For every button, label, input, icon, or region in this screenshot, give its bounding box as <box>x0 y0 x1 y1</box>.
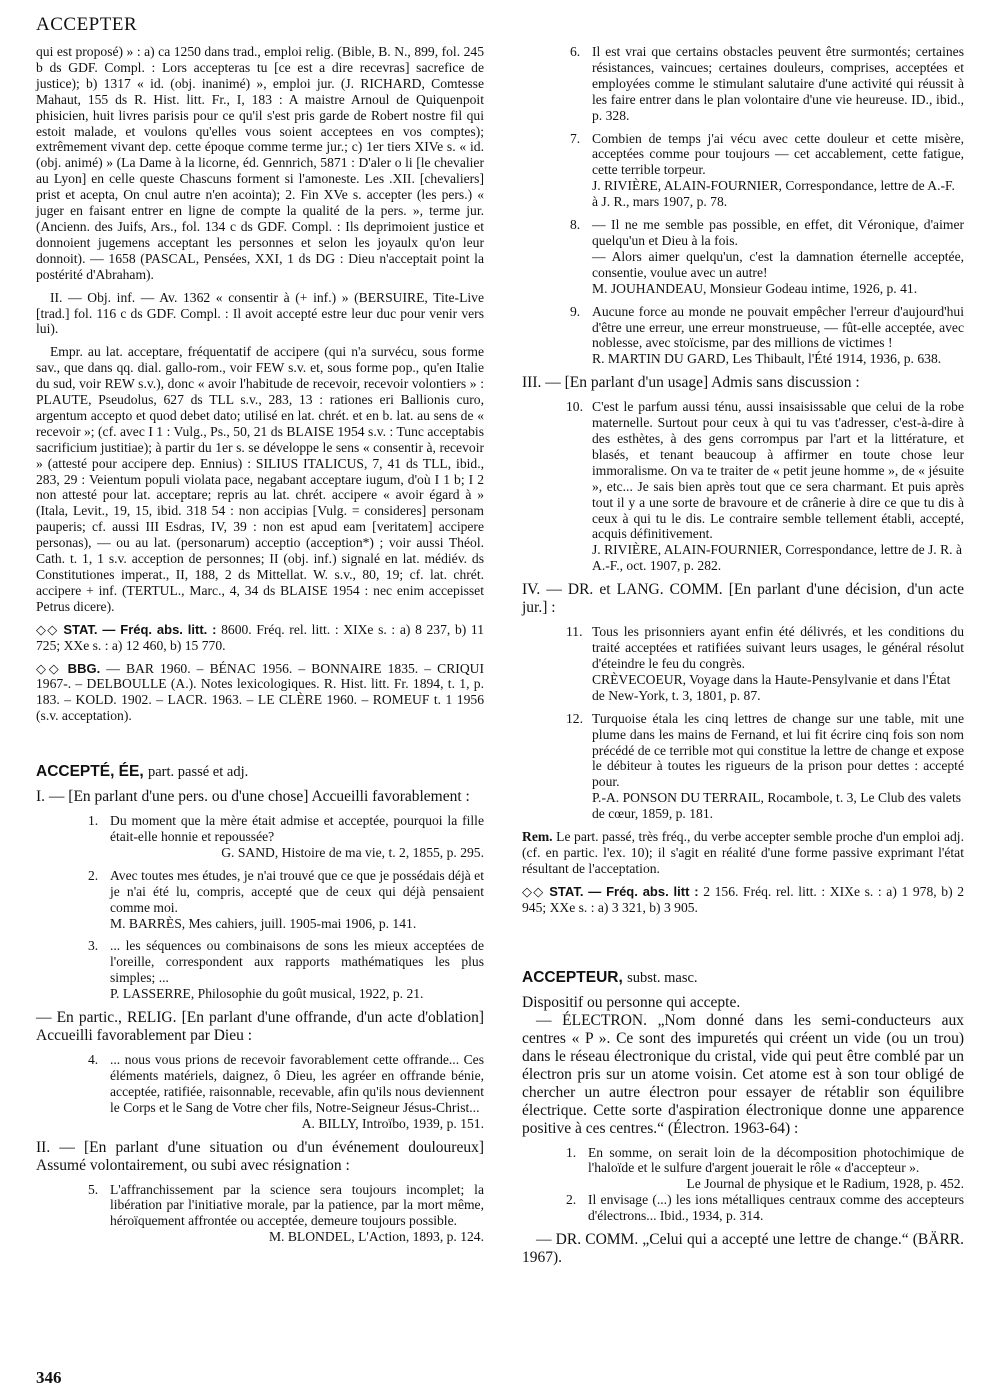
running-head: ACCEPTER <box>36 14 138 35</box>
example-text: Turquoise étala les cinq lettres de change sur une table, mit une plume dans les mains de Fernand, et lui fit écrire cinq fois son nom précédé de ce terrible mot qui constitue la lettre de change et expose le débiteur à toutes les rigueurs de la prison pour dettes : accepté pour. <box>592 710 964 790</box>
example-2 <box>88 868 484 932</box>
page-number: 346 <box>36 1368 62 1387</box>
headword-grammar: part. passé et adj. <box>147 764 249 781</box>
definition: Dispositif ou personne qui accepte. <box>522 993 741 1011</box>
example-7 <box>570 131 964 211</box>
example-text: C'est le parfum aussi ténu, aussi insaisissable que celui de la robe maternelle. Surtout pour ceux à qui tu vas t'adresser, c'est-à-dire à des esthètes, à des gens corrompus par l'art et la littérature, et blasés, et tenant beaucoup à affirmer en toute chose leur immoralisme. On va te traiter de « petit jeune homme », de « jésuite », etc... Je sais bien après tout que ce sera charmant. Et puis après tout il y a une sorte de bravoure et de crânerie à dire ce que tu dis à ceux à qui tu le dis. Le contraire semble tellement établi, accepté, acquis définitivement. <box>592 399 964 542</box>
example-1 <box>88 813 484 861</box>
example-source: R. MARTIN DU GARD, Les Thibault, l'Été 1914, 1936, p. 638. <box>592 351 942 367</box>
example-text: Avec toutes mes études, je n'ai trouvé que ce que je possédais déjà et je n'ai été lu, compris, accepté que de ceux qui déjà pensaient comme moi. <box>110 867 484 915</box>
example-source: A. BILLY, Introïbo, 1939, p. 151. <box>301 1115 484 1131</box>
example-a2 <box>566 1192 964 1224</box>
example-text: Combien de temps j'ai vécu avec cette douleur et cette misère, acceptées comme pour toujours — cet accablement, cette fatigue, cette terrible torpeur. <box>592 130 964 178</box>
entry-headword <box>36 764 484 781</box>
example-text: Du moment que la mère était admise et acceptée, pourquoi la fille était-elle honnie et repoussée? <box>110 813 484 844</box>
example-text: Tous les prisonniers ayant enfin été délivrés, et les conditions du traité acceptées et ratifiées suivant leurs usages, le général résolut d'éteindre le feu du congrès. <box>592 624 964 671</box>
example-4 <box>88 1052 484 1132</box>
example-source: P. LASSERRE, Philosophie du goût musical, 1922, p. 21. <box>110 986 424 1002</box>
example-number: 7. <box>570 130 581 146</box>
sense-electron: — ÉLECTRON. „Nom donné dans les semi-conducteurs aux centres « P ». Ce sont des impuretés qui créent un vide (ou un trou) dans le réseau électronique du cristal, vide qui peut être comblé par un électron pris sur un atome voisin. Cet atome est à son tour obligé de chercher un autre électron pour essayer de rétablir son équilibre électrique. Cette sorte d'aspiration électronique donne une apparence positive à ces centres.“ (Électron. 1963-64) : <box>522 1011 964 1137</box>
example-12 <box>566 711 964 822</box>
example-source: CRÈVECOEUR, Voyage dans la Haute-Pensylvanie et dans l'État de New-York, t. 3, 1801, p. 87. <box>592 671 951 703</box>
sense-4: IV. — DR. et LANG. COMM. [En parlant d'une décision, d'un acte jur.] : <box>522 581 964 617</box>
etymology-paragraph-3: Empr. au lat. acceptare, fréquentatif de accipere (qui n'a survécu, sous forme sav., que dans qq. dial. gallo-rom., voir FEW s.v. et, sous forme pop., qu'en Italie du sud, voir REW s.v.), donc « avoir l'habitude de recevoir, recevoir volontiers » : PLAUTE, Pseudolus, 627 ds TLL s.v., 283, 13 : rationes eri Ballionis curo, argentum accepto et quod debet dato; utilisé en lat. chrét. et en b. lat. au sens de « recevoir »; (cf. avec I 1 : Vulg., Ps., 50, 21 ds BLAISE 1954 s.v. : Tunc acceptabis sacrificium justitiae); à partir du 1er s. se développe le sens « consentir à, recevoir » (attesté pour accipere dep. Ennius) : SILIUS ITALICUS, 7, 41 ds TLL, ibid., 283, 29 : Veientum populi violata pace, negabant acceptare iugum, d'où I 1 b; I 2 non attesté pour lat. acceptare; repris au lat. chrét. accipere « avoir égard à » (Itala, Levit., 19, 15, ibid. 318 54 : non accipias [Vulg. = consideres] personam pauperis; cf. aussi III Esdras, IV, 39 : non est apud eam [veritatem] accipere personas), — ou au lat. (personarum) acceptio (acception*) ; voir aussi Théol. Cath. t. 1, 1 s.v. acception de personnes; II (obj. inf.) signalé en lat. médiév. ds Constitutiones imperat., II, 188, 2 ds Mittellat. W. s.v., 80, 19; cf. lat. chrét. accipere + inf. (TERTUL., Marc., 4, 34 ds BLAISE 1954 : nec enim accepisset Petrus dicere). <box>36 344 484 614</box>
etymology-paragraph-2: II. — Obj. inf. — Av. 1362 « consentir à (+ inf.) » (BERSUIRE, Tite-Live [trad.] fol. 116 c ds GDF. Compl. : Il avoit accepté estre leur duc pour venir vers lui). <box>36 289 484 337</box>
example-number: 3. <box>88 938 99 954</box>
left-column <box>36 44 484 1245</box>
stat-label: ◇◇ STAT. — Fréq. abs. litt. : <box>36 621 217 637</box>
example-source: G. SAND, Histoire de ma vie, t. 2, 1855, p. 295. <box>221 844 484 860</box>
entry-headword-accepteur <box>522 970 964 987</box>
example-source: P.-A. PONSON DU TERRAIL, Rocambole, t. 3, Le Club des valets de cœur, 1859, p. 181. <box>592 790 962 822</box>
example-source: M. JOUHANDEAU, Monsieur Godeau intime, 1926, p. 41. <box>592 280 918 296</box>
headword-grammar: subst. masc. <box>627 969 698 986</box>
example-10 <box>566 399 964 574</box>
etymology-paragraph-1: qui est proposé) » : a) ca 1250 dans trad., emploi relig. (Bible, B. N., 899, fol. 245 b ds GDF. Compl. : Lors accepteras tu [ce est a dire recevras] sacrefice de justice); b) 1317 « id. (obj. inanimé) », emploi jur. (J. RICHARD, Comtesse Mahaut, 155 ds R. Hist. litt. Fr., I, 183 : A maistre Arnoul de Quiquenpoit phisicien, huit livres parisis pour ce qu'il s'est pris garde de Robert nostre fil qui estoit malade, et voulons qu'elles vous soient acceptees en vos comptes); extrêmement vivant dep. cette époque comme terme jur.; c) 1er tiers XIVe s. « id. (obj. animé) » (La Dame à la licorne, éd. Gennrich, 5871 : D'aler o li [le chevalier au Lyon] en celle queste Chascuns forment si l'amoneste. Les .XII. [chevaliers] prist et acepta, On cnul autre n'en acointa); 2. Fin XVe s. accepter (les pers.) « juger en faisant entrer en ligne de compte la qualité de la pers. », terme jur. (Ancienn. des Juifs, Ars., fol. 134 c ds GDF. Compl. : Ils deprimoient justice et donnoient jugemens acceptant les personnes et selon les joyaulx qu'on leur donnoit). — 1658 (PASCAL, Pensées, XXI, 1 ds DG : Dieu n'acceptait point la postérité d'Abraham). <box>36 44 484 282</box>
bibliography-block <box>36 661 484 725</box>
right-column <box>522 44 964 1267</box>
example-text: ... les séquences ou combinaisons de sons les mieux acceptées de l'oreille, correspondent aux rapports mathématiques les plus simples; ... <box>110 938 484 986</box>
sense-3: III. — [En parlant d'un usage] Admis sans discussion : <box>522 374 860 392</box>
bbg-text: — BAR 1960. – BÉNAC 1956. – BONNAIRE 1835. – CRIQUI 1967-. – DELBOULLE (A.). Notes lexicologiques. R. Hist. litt. Fr. 1894, t. 1, p. 183. – KOLD. 1902. – LACR. 1963. – LE CLÈRE 1960. – ROMEUF t. 1 1956 (s.v. acceptation). <box>36 660 484 724</box>
example-number: 8. <box>570 217 581 233</box>
example-source: J. RIVIÈRE, ALAIN-FOURNIER, Correspondance, lettre de A.-F. à J. R., mars 1907, p. 78. <box>592 178 955 210</box>
example-11 <box>566 624 964 704</box>
example-number: 5. <box>88 1181 99 1197</box>
example-number: 2. <box>88 867 99 883</box>
example-source: J. RIVIÈRE, ALAIN-FOURNIER, Correspondance, lettre de J. R. à A.-F., oct. 1907, p. 282. <box>592 542 962 574</box>
headword: ACCEPTEUR, <box>522 968 623 986</box>
stat-label: ◇◇ STAT. — Fréq. abs. litt : <box>522 883 699 899</box>
example-number: 12. <box>566 710 583 726</box>
example-number: 6. <box>570 44 581 59</box>
example-number: 9. <box>570 303 581 319</box>
stat-text: 2 156. Fréq. rel. litt. : XIXe s. : a) 1 978, b) 2 945; XXe s. : a) 3 321, b) 3 905. <box>522 883 965 915</box>
example-6 <box>570 44 964 124</box>
example-text-continued: — Alors aimer quelqu'un, c'est la damnation éternelle acceptée, consentie, voulue avec un autre! <box>592 248 964 280</box>
bbg-label: ◇◇ BBG. <box>36 660 101 676</box>
sense-1: I. — [En parlant d'une pers. ou d'une chose] Accueilli favorablement : <box>36 788 470 806</box>
headword: ACCEPTÉ, ÉE, <box>36 763 144 781</box>
stat-text: 8600. Fréq. rel. litt. : XIXe s. : a) 8 237, b) 11 725; XXe s. : a) 12 460, b) 15 770. <box>36 621 485 653</box>
example-9 <box>570 304 964 368</box>
example-number: 1. <box>566 1144 577 1160</box>
example-number: 1. <box>88 813 99 829</box>
remark-text: Le part. passé, très fréq., du verbe accepter semble proche d'un emploi adj. (cf. en partic. l'ex. 10); il s'agit en réalité d'une forme passive exprimant l'état résultant de l'acceptation. <box>522 829 964 876</box>
remark-block <box>522 829 964 877</box>
example-text: Aucune force au monde ne pouvait empêcher l'erreur d'aujourd'hui d'être une erreur, une erreur monstrueuse, — fût-elle acceptée, avec noblesse, avec stoïcisme, par des millions de victimes ! <box>592 303 964 351</box>
stat-block <box>36 622 484 654</box>
stat-block <box>522 884 964 916</box>
example-8 <box>570 217 964 297</box>
example-text: Il envisage (...) les ions métalliques centraux comme des accepteurs d'électrons... Ibid., 1934, p. 314. <box>588 1192 964 1224</box>
example-source: M. BARRÈS, Mes cahiers, juill. 1905-mai 1906, p. 141. <box>110 915 417 931</box>
sense-dr-comm: — DR. COMM. „Celui qui a accepté une lettre de change.“ (BÄRR. 1967). <box>522 1231 964 1267</box>
example-number: 2. <box>566 1192 577 1208</box>
sense-2: II. — [En parlant d'une situation ou d'un événement douloureux] Assumé volontairement, ou subi avec résignation : <box>36 1138 484 1174</box>
example-text: En somme, on serait loin de la décomposition photochimique de l'haloïde et le sulfure d'argent jouerait le rôle « d'accepteur ». <box>588 1144 964 1176</box>
example-number: 11. <box>566 624 583 640</box>
example-text: L'affranchissement par la science sera toujours incomplet; la libération par l'initiative morale, par la patience, par la mort même, héroïquement affrontée ou acceptée, demeure toujours possible. <box>110 1181 484 1229</box>
example-3 <box>88 938 484 1002</box>
example-text: — Il ne me semble pas possible, en effet, dit Véronique, d'aimer quelqu'un et Dieu à la fois. <box>592 217 964 248</box>
example-number: 10. <box>566 399 583 415</box>
example-source: Le Journal de physique et le Radium, 1928, p. 452. <box>686 1176 964 1192</box>
example-number: 4. <box>88 1052 99 1068</box>
example-text: Il est vrai que certains obstacles peuvent être surmontés; certaines résistances, vaincues; certaines douleurs, comprises, acceptées et employées comme le stimulant salutaire d'une activité qui réussit à les faire entrer dans le plan volontaire d'une vie heureuse. ID., ibid., p. 328. <box>592 44 964 123</box>
example-source: M. BLONDEL, L'Action, 1893, p. 124. <box>268 1229 484 1245</box>
example-text: ... nous vous prions de recevoir favorablement cette offrande... Ces éléments matériels, daignez, ô Dieu, les agréer en offrande bénie, acceptée, ratifiée, raisonnable, recevable, afin qu'ils nous deviennent le Corps et le Sang de Votre cher fils, Notre-Seigneur Jésus-Christ... <box>110 1052 484 1115</box>
sense-1-relig: — En partic., RELIG. [En parlant d'une offrande, d'un acte d'oblation] Accueilli favorablement par Dieu : <box>36 1009 484 1045</box>
example-5 <box>88 1182 484 1246</box>
example-a1 <box>566 1145 964 1193</box>
remark-label: Rem. <box>522 829 553 845</box>
